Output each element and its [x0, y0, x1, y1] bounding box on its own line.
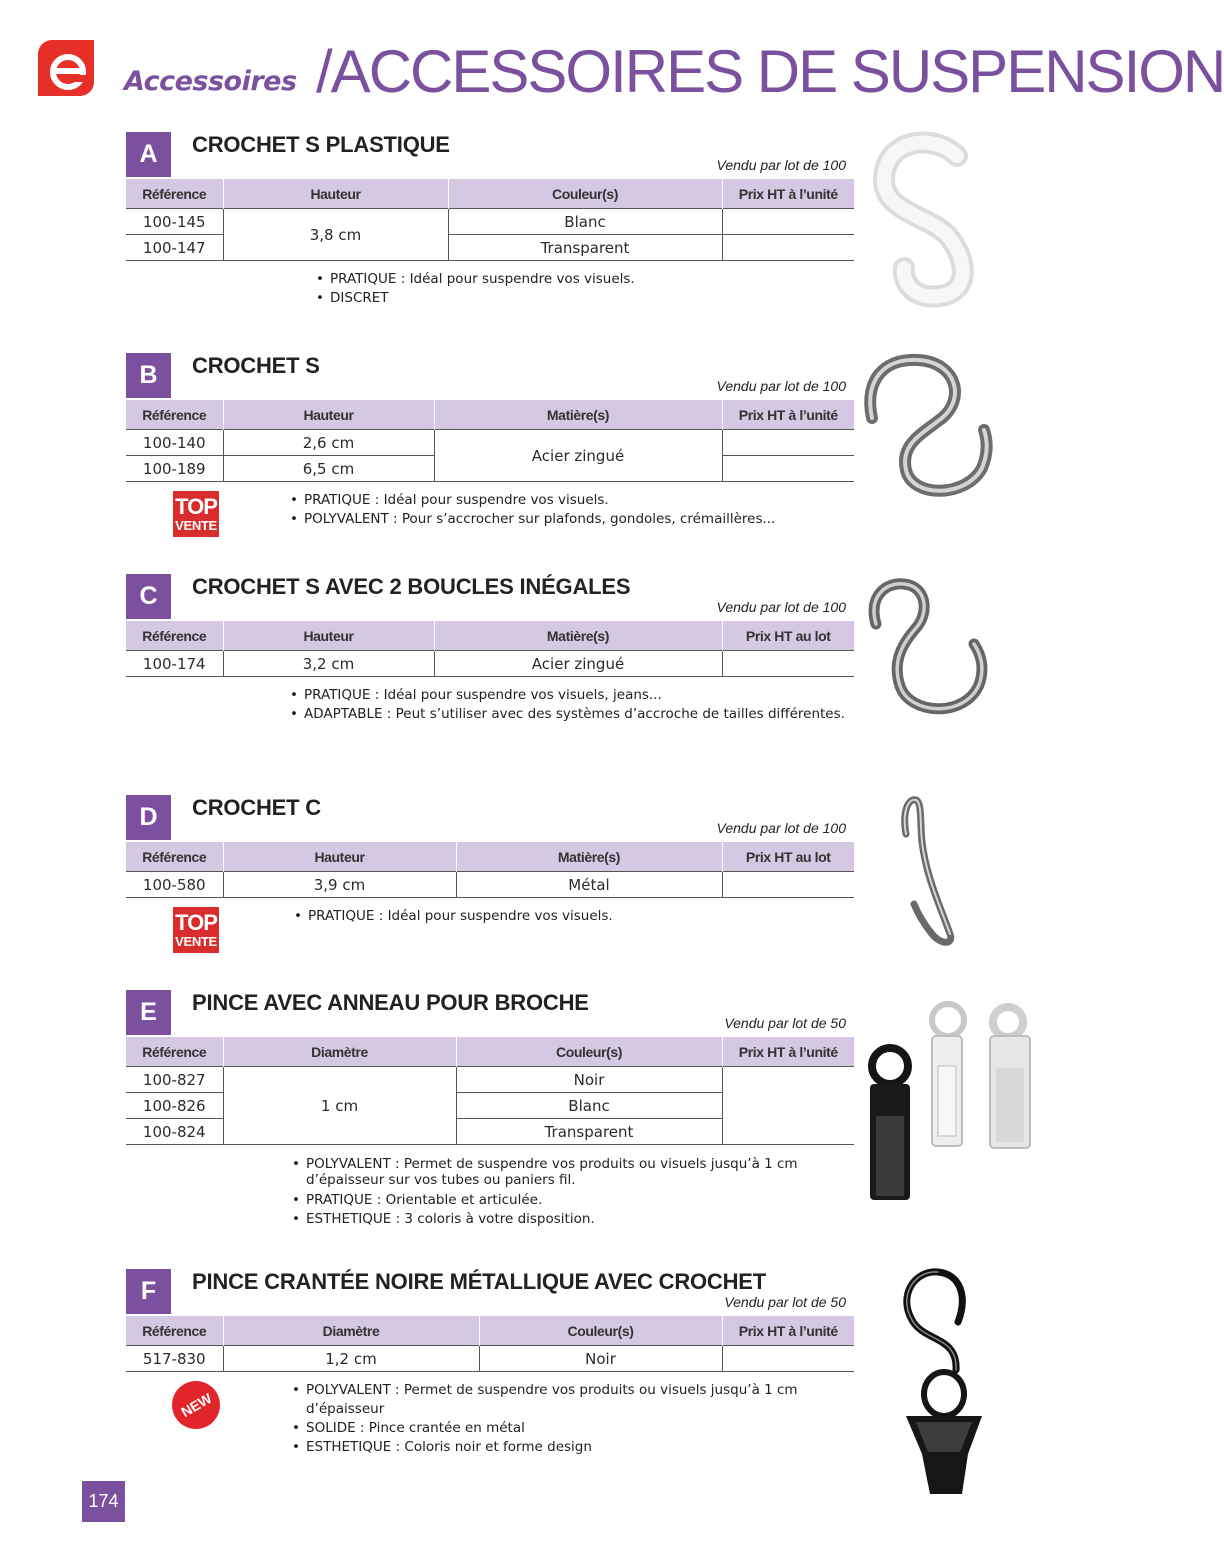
reference-cell: 100-174 — [126, 651, 223, 677]
table-row — [126, 1346, 854, 1372]
reference-cell: 517-830 — [126, 1346, 223, 1372]
section-title: PINCE AVEC ANNEAU POUR BROCHE — [192, 990, 589, 1015]
price-cell — [722, 235, 854, 261]
lot-note: Vendu par lot de 100 — [716, 378, 846, 394]
column-header: Prix HT à l’unité — [722, 400, 854, 430]
feature-list — [292, 1381, 854, 1457]
feature-item: • PRATIQUE : Idéal pour suspendre vos visuels. — [316, 270, 635, 289]
top-vente-badge: TOP VENTE — [173, 907, 219, 953]
section-letter: F — [126, 1269, 171, 1314]
column-header: Prix HT au lot — [722, 842, 854, 872]
product-table — [126, 179, 854, 261]
feature-item: • POLYVALENT : Permet de suspendre vos produits ou visuels jusqu’à 1 cm d’épaisseur — [292, 1381, 854, 1419]
reference-cell: 100-826 — [126, 1093, 223, 1119]
product-table — [126, 621, 854, 677]
section-letter: C — [126, 574, 171, 619]
feature-item: • POLYVALENT : Permet de suspendre vos produits ou visuels jusqu’à 1 cm d’épaisseur sur vos tubes ou paniers fil. — [292, 1156, 798, 1188]
table-row — [126, 209, 854, 235]
price-cell — [722, 1346, 854, 1372]
section-title: CROCHET S PLASTIQUE — [192, 132, 450, 157]
column-header: Hauteur — [223, 179, 448, 209]
material-cell: Métal — [456, 872, 722, 898]
column-header: Référence — [126, 621, 223, 651]
column-header: Prix HT à l’unité — [722, 1037, 854, 1067]
table-header-row — [126, 621, 854, 651]
section-letter: B — [126, 353, 171, 398]
column-header: Prix HT au lot — [722, 621, 854, 651]
dimension-cell: 1,2 cm — [223, 1346, 479, 1372]
feature-list — [290, 491, 775, 529]
color-cell: Noir — [479, 1346, 722, 1372]
zinc-s-hook-photo — [858, 352, 1000, 506]
feature-item: • PRATIQUE : Orientable et articulée. — [292, 1191, 798, 1210]
feature-list — [292, 1156, 798, 1229]
feature-item: • ADAPTABLE : Peut s’utiliser avec des systèmes d’accroche de tailles différentes. — [290, 705, 845, 724]
reference-cell: 100-827 — [126, 1067, 223, 1093]
dimension-cell: 3,2 cm — [223, 651, 434, 677]
reference-cell: 100-824 — [126, 1119, 223, 1145]
section-title: PINCE CRANTÉE NOIRE MÉTALLIQUE AVEC CROCHET — [192, 1269, 767, 1294]
black-clip-hook-photo — [896, 1266, 992, 1500]
column-header: Référence — [126, 1316, 223, 1346]
column-header: Couleur(s) — [456, 1037, 722, 1067]
page-title: /ACCESSOIRES DE SUSPENSION — [316, 38, 1224, 105]
reference-cell: 100-140 — [126, 430, 223, 456]
material-cell: Acier zingué — [434, 651, 722, 677]
column-header: Hauteur — [223, 621, 434, 651]
product-table — [126, 400, 854, 482]
column-header: Hauteur — [223, 842, 456, 872]
feature-list — [316, 270, 635, 308]
section-title: CROCHET S AVEC 2 BOUCLES INÉGALES — [192, 574, 631, 599]
ring-clip-photo — [858, 996, 1038, 1206]
dimension-cell: 1 cm — [223, 1067, 456, 1145]
column-header: Hauteur — [223, 400, 434, 430]
product-table — [126, 1316, 854, 1372]
feature-list — [294, 907, 613, 926]
feature-item: • ESTHETIQUE : 3 coloris à votre disposition. — [292, 1210, 798, 1229]
feature-list — [290, 686, 845, 724]
column-header: Diamètre — [223, 1316, 479, 1346]
reference-cell: 100-145 — [126, 209, 223, 235]
table-header-row — [126, 1316, 854, 1346]
table-row — [126, 872, 854, 898]
column-header: Matière(s) — [434, 400, 722, 430]
unequal-s-hook-photo — [864, 578, 992, 724]
price-cell — [722, 430, 854, 456]
column-header: Prix HT à l’unité — [722, 179, 854, 209]
page-number: 174 — [82, 1481, 125, 1522]
brand-logo-icon — [38, 40, 94, 96]
table-header-row — [126, 1037, 854, 1067]
lot-note: Vendu par lot de 50 — [724, 1015, 846, 1031]
dimension-cell: 6,5 cm — [223, 456, 434, 482]
reference-cell: 100-580 — [126, 872, 223, 898]
price-cell — [722, 1067, 854, 1145]
lot-note: Vendu par lot de 50 — [724, 1294, 846, 1310]
feature-item: • PRATIQUE : Idéal pour suspendre vos visuels. — [294, 907, 613, 926]
plastic-s-hook-photo — [862, 132, 998, 308]
section-title: CROCHET C — [192, 795, 321, 820]
column-header: Référence — [126, 400, 223, 430]
dimension-cell: 3,8 cm — [223, 209, 448, 261]
table-header-row — [126, 400, 854, 430]
column-header: Prix HT à l’unité — [722, 1316, 854, 1346]
column-header: Référence — [126, 842, 223, 872]
price-cell — [722, 209, 854, 235]
color-cell: Transparent — [456, 1119, 722, 1145]
dimension-cell: 2,6 cm — [223, 430, 434, 456]
section-title: CROCHET S — [192, 353, 320, 378]
column-header: Couleur(s) — [479, 1316, 722, 1346]
column-header: Référence — [126, 179, 223, 209]
color-cell: Blanc — [448, 209, 722, 235]
reference-cell: 100-189 — [126, 456, 223, 482]
price-cell — [722, 456, 854, 482]
column-header: Diamètre — [223, 1037, 456, 1067]
color-cell: Noir — [456, 1067, 722, 1093]
table-row — [126, 651, 854, 677]
table-row — [126, 1067, 854, 1093]
product-table — [126, 842, 854, 898]
reference-cell: 100-147 — [126, 235, 223, 261]
feature-item: • POLYVALENT : Pour s’accrocher sur plafonds, gondoles, crémaillères... — [290, 510, 775, 529]
new-badge: NEW — [172, 1381, 220, 1429]
feature-item: • SOLIDE : Pince crantée en métal — [292, 1419, 854, 1438]
table-row — [126, 430, 854, 456]
feature-item: • PRATIQUE : Idéal pour suspendre vos visuels, jeans... — [290, 686, 845, 705]
price-cell — [722, 651, 854, 677]
feature-item: • ESTHETIQUE : Coloris noir et forme design — [292, 1438, 854, 1457]
table-header-row — [126, 842, 854, 872]
header-category: Accessoires — [124, 66, 297, 97]
column-header: Couleur(s) — [448, 179, 722, 209]
lot-note: Vendu par lot de 100 — [716, 820, 846, 836]
lot-note: Vendu par lot de 100 — [716, 599, 846, 615]
price-cell — [722, 872, 854, 898]
material-cell: Acier zingué — [434, 430, 722, 482]
section-letter: A — [126, 132, 171, 177]
dimension-cell: 3,9 cm — [223, 872, 456, 898]
section-letter: E — [126, 990, 171, 1035]
lot-note: Vendu par lot de 100 — [716, 157, 846, 173]
color-cell: Blanc — [456, 1093, 722, 1119]
table-header-row — [126, 179, 854, 209]
column-header: Matière(s) — [456, 842, 722, 872]
feature-item: • DISCRET — [316, 289, 635, 308]
c-hook-photo — [892, 794, 964, 946]
section-letter: D — [126, 795, 171, 840]
feature-item: • PRATIQUE : Idéal pour suspendre vos visuels. — [290, 491, 775, 510]
column-header: Matière(s) — [434, 621, 722, 651]
color-cell: Transparent — [448, 235, 722, 261]
column-header: Référence — [126, 1037, 223, 1067]
top-vente-badge: TOP VENTE — [173, 491, 219, 537]
product-table — [126, 1037, 854, 1145]
